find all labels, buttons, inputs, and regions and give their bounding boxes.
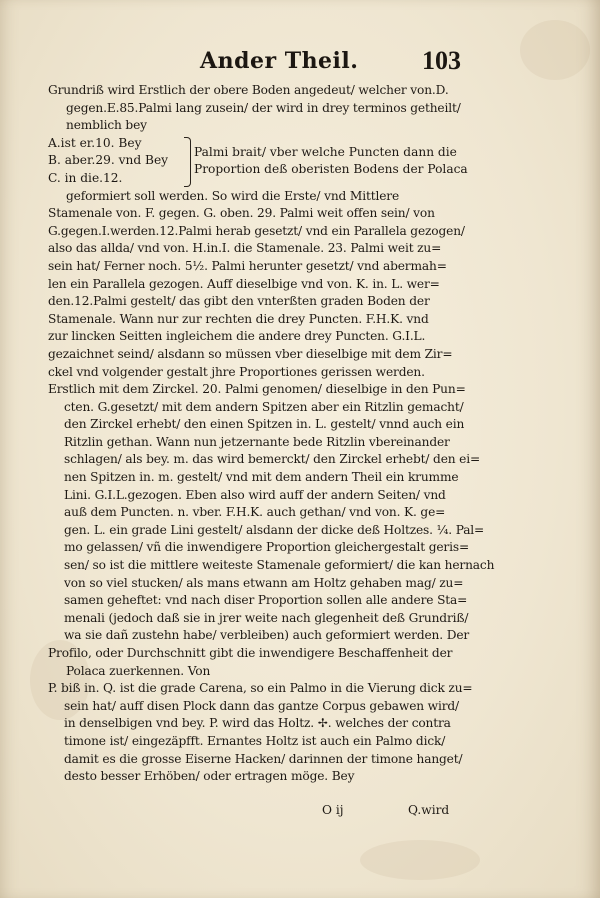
text-line: damit es die grosse Eiserne Hacken/ darinnen der timone hanget/ bbox=[64, 751, 463, 766]
text-line: Polaca zuerkennen. Von bbox=[66, 663, 211, 678]
text-line: Profilo, oder Durchschnitt gibt die inwendigere Beschaffenheit der bbox=[48, 646, 453, 661]
text-line: den Zirckel erhebt/ den einen Spitzen in. L. gestelt/ vnnd auch ein bbox=[64, 417, 465, 432]
running-head: Ander Theil. bbox=[200, 48, 359, 74]
page-number: 103 bbox=[422, 46, 461, 75]
text-line: desto besser Erhöben/ oder ertragen möge. Bey bbox=[64, 769, 355, 784]
text-line: von so viel stucken/ als mans etwann am Holtz gehaben mag/ zu= bbox=[64, 575, 464, 590]
text-line: cten. G.gesetzt/ mit dem andern Spitzen aber ein Ritzlin gemacht/ bbox=[64, 399, 464, 414]
text-line: nen Spitzen in. m. gestelt/ vnd mit dem andern Theil ein krumme bbox=[64, 470, 459, 485]
text-line: zur lincken Seitten ingleichem die andere drey Puncten. G.I.L. bbox=[48, 329, 426, 344]
text-line: Erstlich mit dem Zirckel. 20. Palmi genomen/ dieselbige in den Pun= bbox=[48, 382, 466, 397]
bracket-label: A.ist er.10. Bey bbox=[48, 135, 142, 150]
text-line: gen. L. ein grade Lini gestelt/ alsdann der dicke deß Holtzes. ¼. Pal= bbox=[64, 522, 485, 537]
text-line: Lini. G.I.L.gezogen. Eben also wird auff der andern Seiten/ vnd bbox=[64, 487, 446, 502]
text-line: also das allda/ vnd von. H.in.I. die Stamenale. 23. Palmi weit zu= bbox=[48, 241, 442, 256]
bracket-text-line: Palmi brait/ vber welche Puncten dann die bbox=[194, 144, 457, 159]
page-footer bbox=[0, 803, 600, 823]
text-line: Stamenale. Wann nur zur rechten die drey Puncten. F.H.K. vnd bbox=[48, 311, 429, 326]
text-line: gegen.E.85.Palmi lang zusein/ der wird in drey terminos getheilt/ bbox=[66, 100, 461, 115]
text-line: wa sie dañ zustehn habe/ verbleiben) auch geformiert werden. Der bbox=[64, 628, 470, 643]
paper-stain bbox=[360, 840, 480, 880]
bracket-labels bbox=[48, 135, 168, 188]
brace-glyph bbox=[184, 137, 191, 187]
bracket-label: C. in die.12. bbox=[48, 170, 123, 185]
text-line: P. biß in. Q. ist die grade Carena, so ein Palmo in die Vierung dick zu= bbox=[48, 681, 473, 696]
text-line: samen geheftet: vnd nach diser Proportion sollen alle andere Sta= bbox=[64, 593, 468, 608]
text-line: ckel vnd volgender gestalt jhre Proportiones gerissen werden. bbox=[48, 364, 425, 379]
text-line: geformiert soll werden. So wird die Erste/ vnd Mittlere bbox=[66, 188, 400, 203]
bracket-label: B. aber.29. vnd Bey bbox=[48, 153, 169, 168]
signature-mark: O ij bbox=[322, 803, 344, 817]
catchword: Q.wird bbox=[408, 803, 450, 817]
text-line: sein hat/ auff disen Plock dann das gantze Corpus gebawen wird/ bbox=[64, 698, 459, 713]
text-line: Ritzlin gethan. Wann nun jetzernante bede Ritzlin vbereinander bbox=[64, 434, 450, 449]
body-text bbox=[48, 82, 495, 786]
text-line: in denselbigen vnd bey. P. wird das Holtz. ✢. welches der contra bbox=[64, 716, 451, 731]
page-header bbox=[0, 48, 600, 80]
text-line: gezaichnet seind/ alsdann so müssen vber dieselbige mit dem Zir= bbox=[48, 346, 453, 361]
text-line: timone ist/ eingezäpfft. Ernantes Holtz ist auch ein Palmo dick/ bbox=[64, 733, 446, 748]
bracket-text bbox=[194, 144, 468, 179]
text-line: nemblich bey bbox=[66, 118, 147, 133]
text-line: mo gelassen/ vñ die inwendigere Proportion gleichergestalt geris= bbox=[64, 540, 470, 555]
text-line: Grundriß wird Erstlich der obere Boden angedeut/ welcher von.D. bbox=[48, 83, 449, 97]
text-line: den.12.Palmi gestelt/ das gibt den vnterßten graden Boden der bbox=[48, 294, 430, 309]
bracket-block bbox=[48, 135, 478, 188]
text-line: len ein Parallela gezogen. Auff dieselbige vnd von. K. in. L. wer= bbox=[48, 276, 440, 291]
text-line: G.gegen.I.werden.12.Palmi herab gesetzt/ vnd ein Parallela gezogen/ bbox=[48, 223, 465, 238]
text-line: auß dem Puncten. n. vber. F.H.K. auch gethan/ vnd von. K. ge= bbox=[64, 505, 446, 520]
bracket-text-line: Proportion deß oberisten Bodens der Polaca bbox=[194, 162, 468, 177]
text-line: sen/ so ist die mittlere weiteste Stamenale geformiert/ die kan hernach bbox=[64, 558, 495, 573]
text-line: schlagen/ als bey. m. das wird bemerckt/ den Zirckel erhebt/ den ei= bbox=[64, 452, 481, 467]
text-line: sein hat/ Ferner noch. 5½. Palmi herunter gesetzt/ vnd abermah= bbox=[48, 258, 447, 273]
text-line: Stamenale von. F. gegen. G. oben. 29. Palmi weit offen sein/ von bbox=[48, 206, 435, 221]
text-line: menali (jedoch daß sie in jrer weite nach glegenheit deß Grundriß/ bbox=[64, 610, 469, 625]
